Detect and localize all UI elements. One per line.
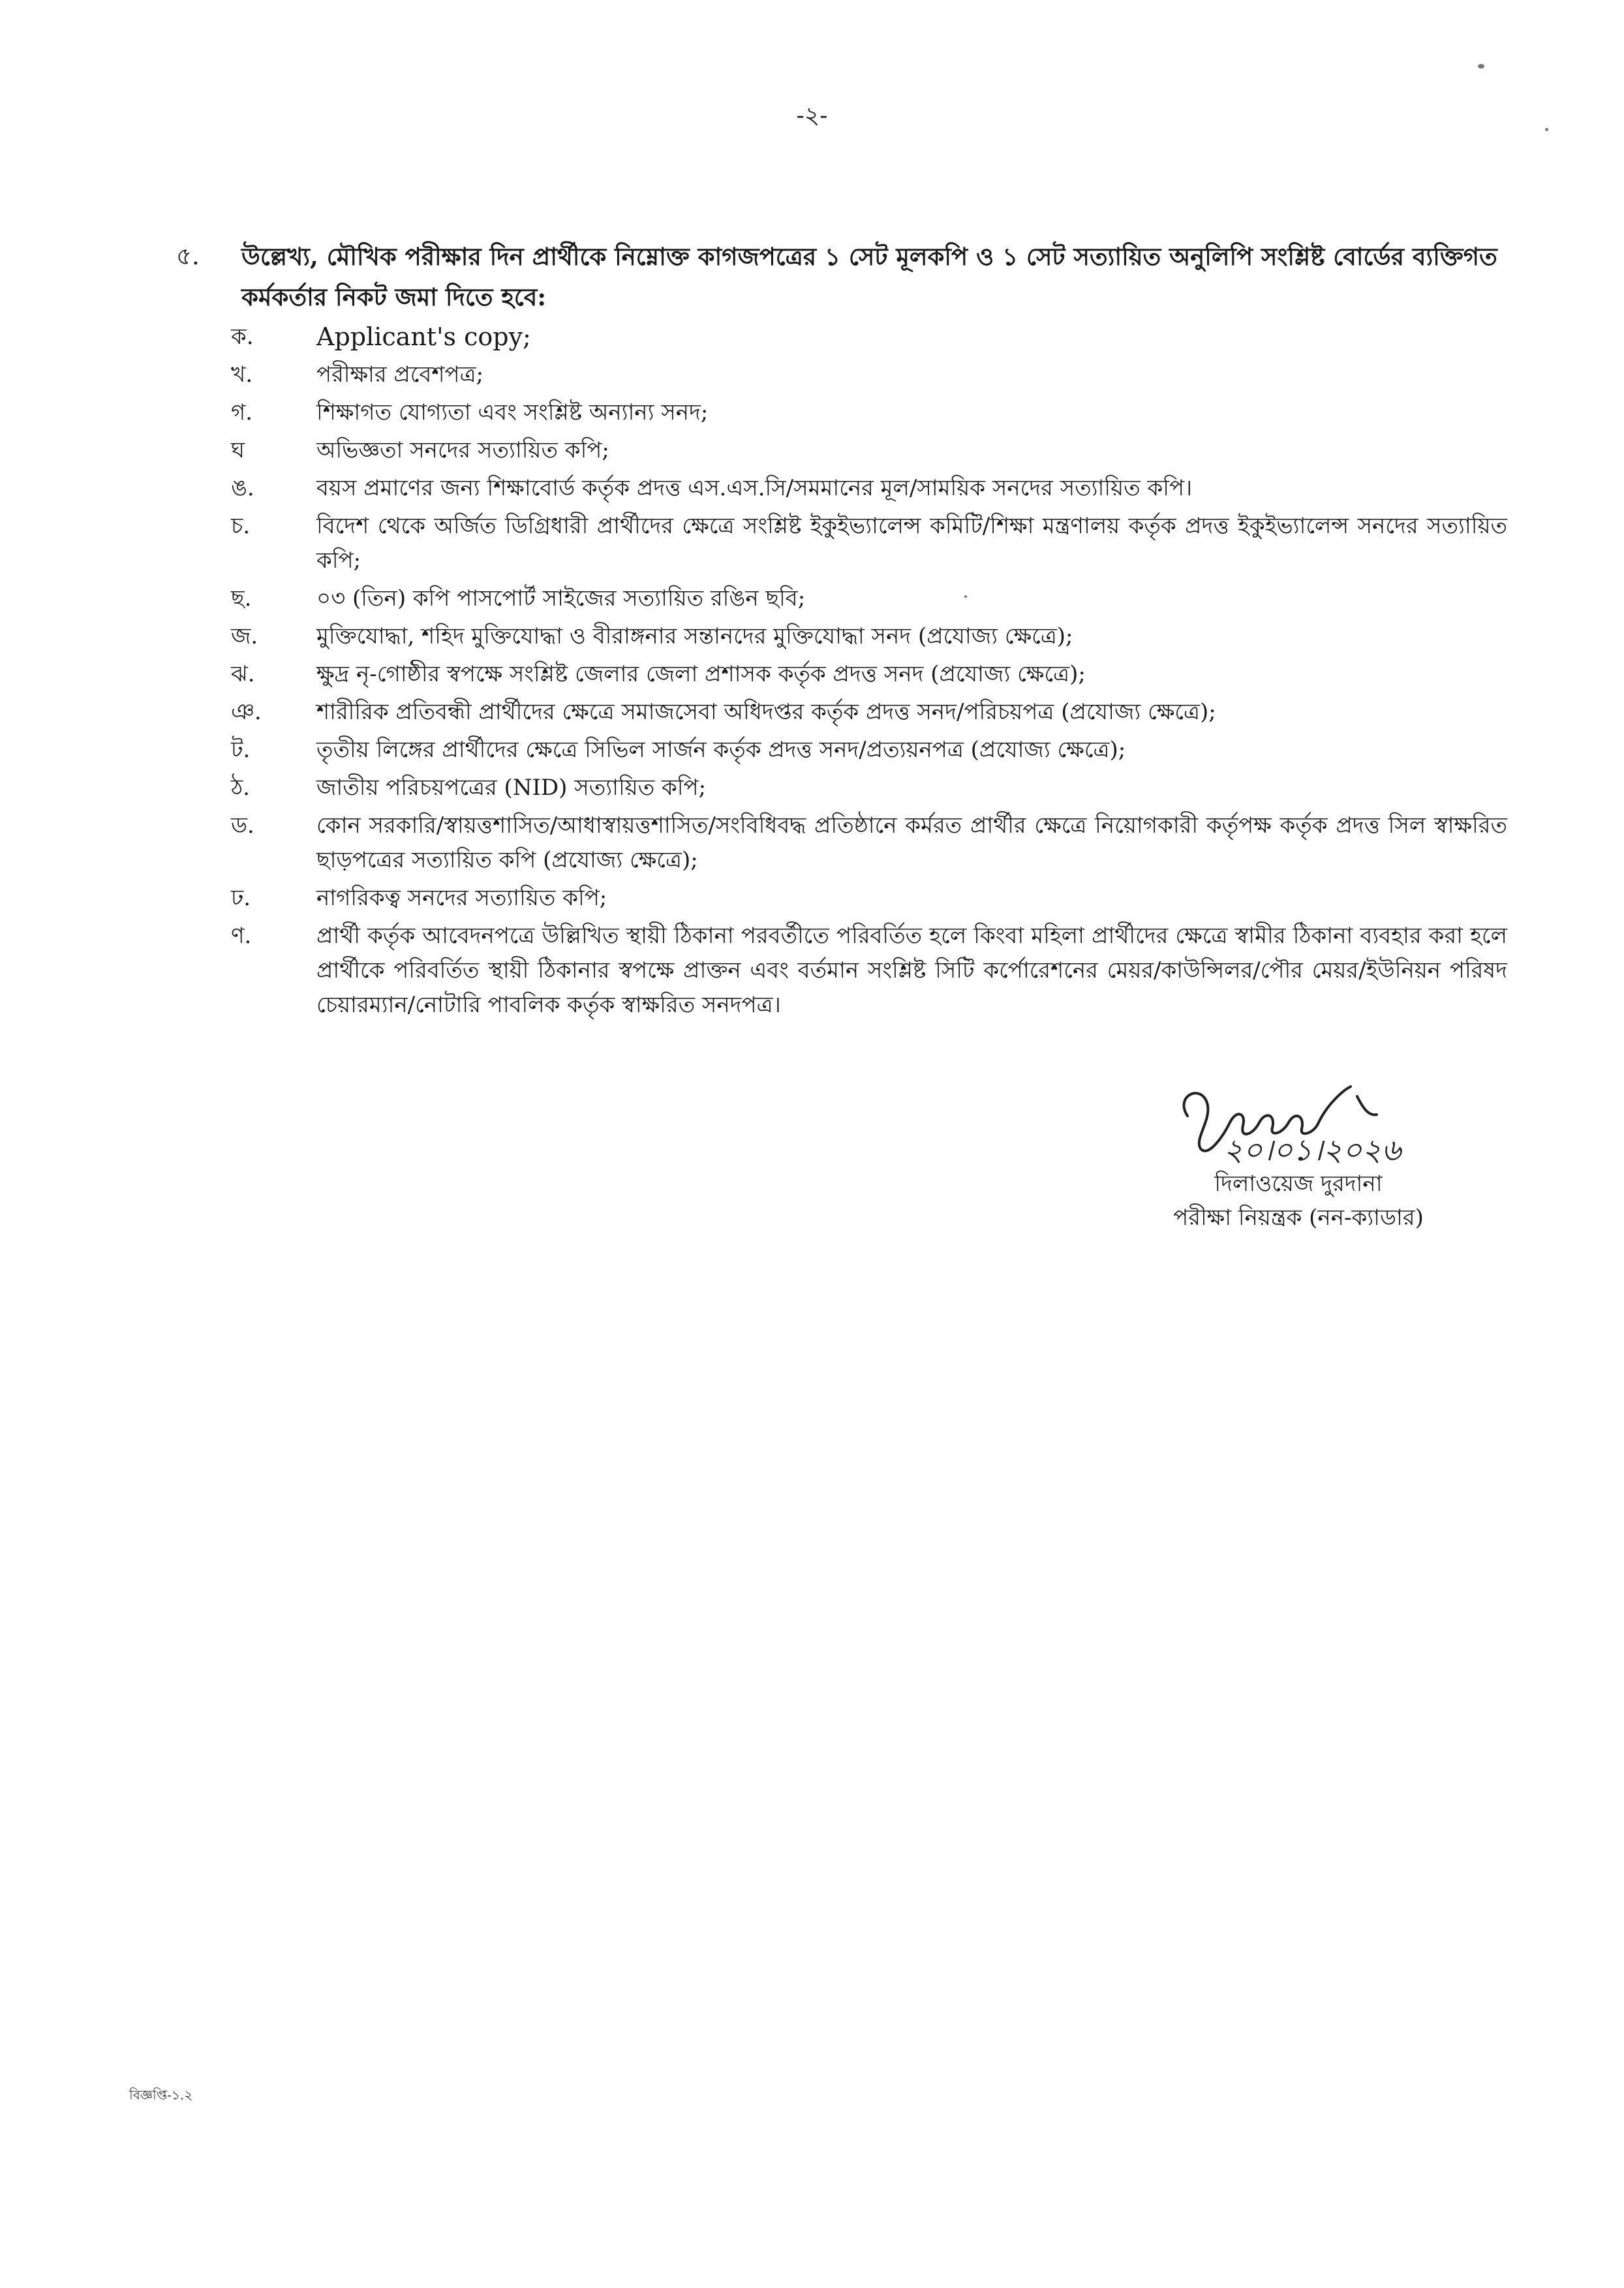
signature-block bbox=[1103, 1077, 1494, 1235]
item-text: ০৩ (তিন) কপি পাসপোর্ট সাইজের সত্যায়িত রঙিন ছবি; bbox=[316, 585, 806, 611]
documents-section bbox=[176, 236, 1507, 1026]
footer-reference: বিজ্ঞপ্তি-১.২ bbox=[129, 2087, 193, 2103]
item-label: ঘ bbox=[231, 437, 245, 463]
list-item bbox=[176, 581, 1507, 616]
item-label: ঢ. bbox=[231, 885, 251, 911]
item-text: কোন সরকারি/স্বায়ত্তশাসিত/আধাস্বায়ত্তশাসিত/সংবিধিবদ্ধ প্রতিষ্ঠানে কর্মরত প্রার্থীর ক্ষেত্রে নিয়োগকারী কর্তৃপক্ষ কর্তৃক প্রদত্ত সিল স্বাক্ষরিত ছাড়পত্রের সত্যায়িত কপি (প্রযোজ্য ক্ষেত্রে); bbox=[316, 812, 1507, 873]
page-number: -২- bbox=[796, 102, 828, 129]
list-item bbox=[176, 733, 1507, 767]
item-text: বয়স প্রমাণের জন্য শিক্ষাবোর্ড কর্তৃক প্রদত্ত এস.এস.সি/সমমানের মূল/সাময়িক সনদের সত্যায়িত কপি। bbox=[316, 475, 1193, 501]
item-label: ঠ. bbox=[231, 775, 250, 801]
list-item bbox=[176, 809, 1507, 878]
list-item bbox=[176, 695, 1507, 730]
item-text: পরীক্ষার প্রবেশপত্র; bbox=[316, 362, 484, 388]
item-text: জাতীয় পরিচয়পত্রের (NID) সত্যায়িত কপি; bbox=[316, 775, 707, 801]
list-item bbox=[176, 509, 1507, 578]
item-text: বিদেশ থেকে অর্জিত ডিগ্রিধারী প্রার্থীদের ক্ষেত্রে সংশ্লিষ্ট ইকুইভ্যালেন্স কমিটি/শিক্ষা মন্ত্রণালয় কর্তৃক প্রদত্ত ইকুইভ্যালেন্স সনদের সত্যায়িত কপি; bbox=[316, 513, 1507, 574]
item-label: ঝ. bbox=[231, 661, 255, 687]
signature-date: ২০।০১।২০২৬ bbox=[1223, 1132, 1402, 1167]
item-label: খ. bbox=[231, 362, 253, 388]
item-label: ঞ. bbox=[231, 699, 262, 725]
scan-speck bbox=[964, 595, 967, 598]
item-label: জ. bbox=[231, 623, 258, 649]
item-label: ণ. bbox=[231, 923, 252, 949]
section-number: ৫. bbox=[176, 242, 200, 270]
item-text: মুক্তিযোদ্ধা, শহিদ মুক্তিযোদ্ধা ও বীরাঙ্গনার সন্তানদের মুক্তিযোদ্ধা সনদ (প্রযোজ্য ক্ষেত্রে); bbox=[316, 623, 1073, 649]
item-text: প্রার্থী কর্তৃক আবেদনপত্রে উল্লিখিত স্থায়ী ঠিকানা পরবর্তীতে পরিবর্তিত হলে কিংবা মহিলা প্রার্থীদের ক্ষেত্রে স্বামীর ঠিকানা ব্যবহার করা হলে প্রার্থীকে পরিবর্তিত স্থায়ী ঠিকানার স্বপক্ষে প্রাক্তন এবং বর্তমান সংশ্লিষ্ট সিটি কর্পোরেশনের মেয়র/কাউন্সিলর/পৌর মেয়র/ইউনিয়ন পরিষদ চেয়ারম্যান/নোটারি পাবলিক কর্তৃক স্বাক্ষরিত সনদপত্র। bbox=[316, 923, 1507, 1018]
section-heading bbox=[176, 236, 1507, 317]
scan-speck bbox=[1545, 128, 1548, 131]
item-text: শারীরিক প্রতিবন্ধী প্রার্থীদের ক্ষেত্রে সমাজসেবা অধিদপ্তর কর্তৃক প্রদত্ত সনদ/পরিচয়পত্র (প্রযোজ্য ক্ষেত্রে); bbox=[316, 699, 1216, 725]
item-label: ড. bbox=[231, 812, 254, 839]
list-item bbox=[176, 919, 1507, 1023]
list-item bbox=[176, 657, 1507, 692]
list-item bbox=[176, 433, 1507, 468]
item-label: ঙ. bbox=[231, 475, 254, 501]
item-text: Applicant's copy; bbox=[316, 322, 531, 351]
required-documents-list bbox=[176, 320, 1507, 1023]
item-text: তৃতীয় লিঙ্গের প্রার্থীদের ক্ষেত্রে সিভিল সার্জন কর্তৃক প্রদত্ত সনদ/প্রত্যয়নপত্র (প্রযোজ্য ক্ষেত্রে); bbox=[316, 737, 1126, 763]
item-text: ক্ষুদ্র নৃ-গোষ্ঠীর স্বপক্ষে সংশ্লিষ্ট জেলার জেলা প্রশাসক কর্তৃক প্রদত্ত সনদ (প্রযোজ্য ক্ষেত্রে); bbox=[316, 661, 1086, 687]
list-item bbox=[176, 881, 1507, 916]
item-text: শিক্ষাগত যোগ্যতা এবং সংশ্লিষ্ট অন্যান্য সনদ; bbox=[316, 399, 709, 425]
handwritten-signature bbox=[1161, 1077, 1435, 1175]
signer-title: পরীক্ষা নিয়ন্ত্রক (নন-ক্যাডার) bbox=[1173, 1205, 1424, 1231]
item-label: ট. bbox=[231, 737, 251, 763]
list-item bbox=[176, 619, 1507, 654]
item-text: অভিজ্ঞতা সনদের সত্যায়িত কপি; bbox=[316, 437, 609, 463]
signer-name: দিলাওয়েজ দুরদানা bbox=[1214, 1171, 1383, 1197]
list-item bbox=[176, 358, 1507, 392]
scan-speck bbox=[1478, 64, 1484, 69]
section-heading-text: উল্লেখ্য, মৌখিক পরীক্ষার দিন প্রার্থীকে নিম্নোক্ত কাগজপত্রের ১ সেট মূলকপি ও ১ সেট সত্যায়িত অনুলিপি সংশ্লিষ্ট বোর্ডের ব্যক্তিগত কর্মকর্তার নিকট জমা দিতে হবে: bbox=[241, 242, 1497, 311]
list-item bbox=[176, 771, 1507, 805]
item-label: চ. bbox=[231, 513, 251, 539]
item-label: গ. bbox=[231, 399, 253, 425]
item-label: ক. bbox=[231, 324, 254, 350]
list-item bbox=[176, 395, 1507, 430]
item-text: নাগরিকত্ব সনদের সত্যায়িত কপি; bbox=[316, 885, 607, 911]
list-item bbox=[176, 471, 1507, 506]
item-label: ছ. bbox=[231, 585, 252, 611]
list-item bbox=[176, 320, 1507, 354]
